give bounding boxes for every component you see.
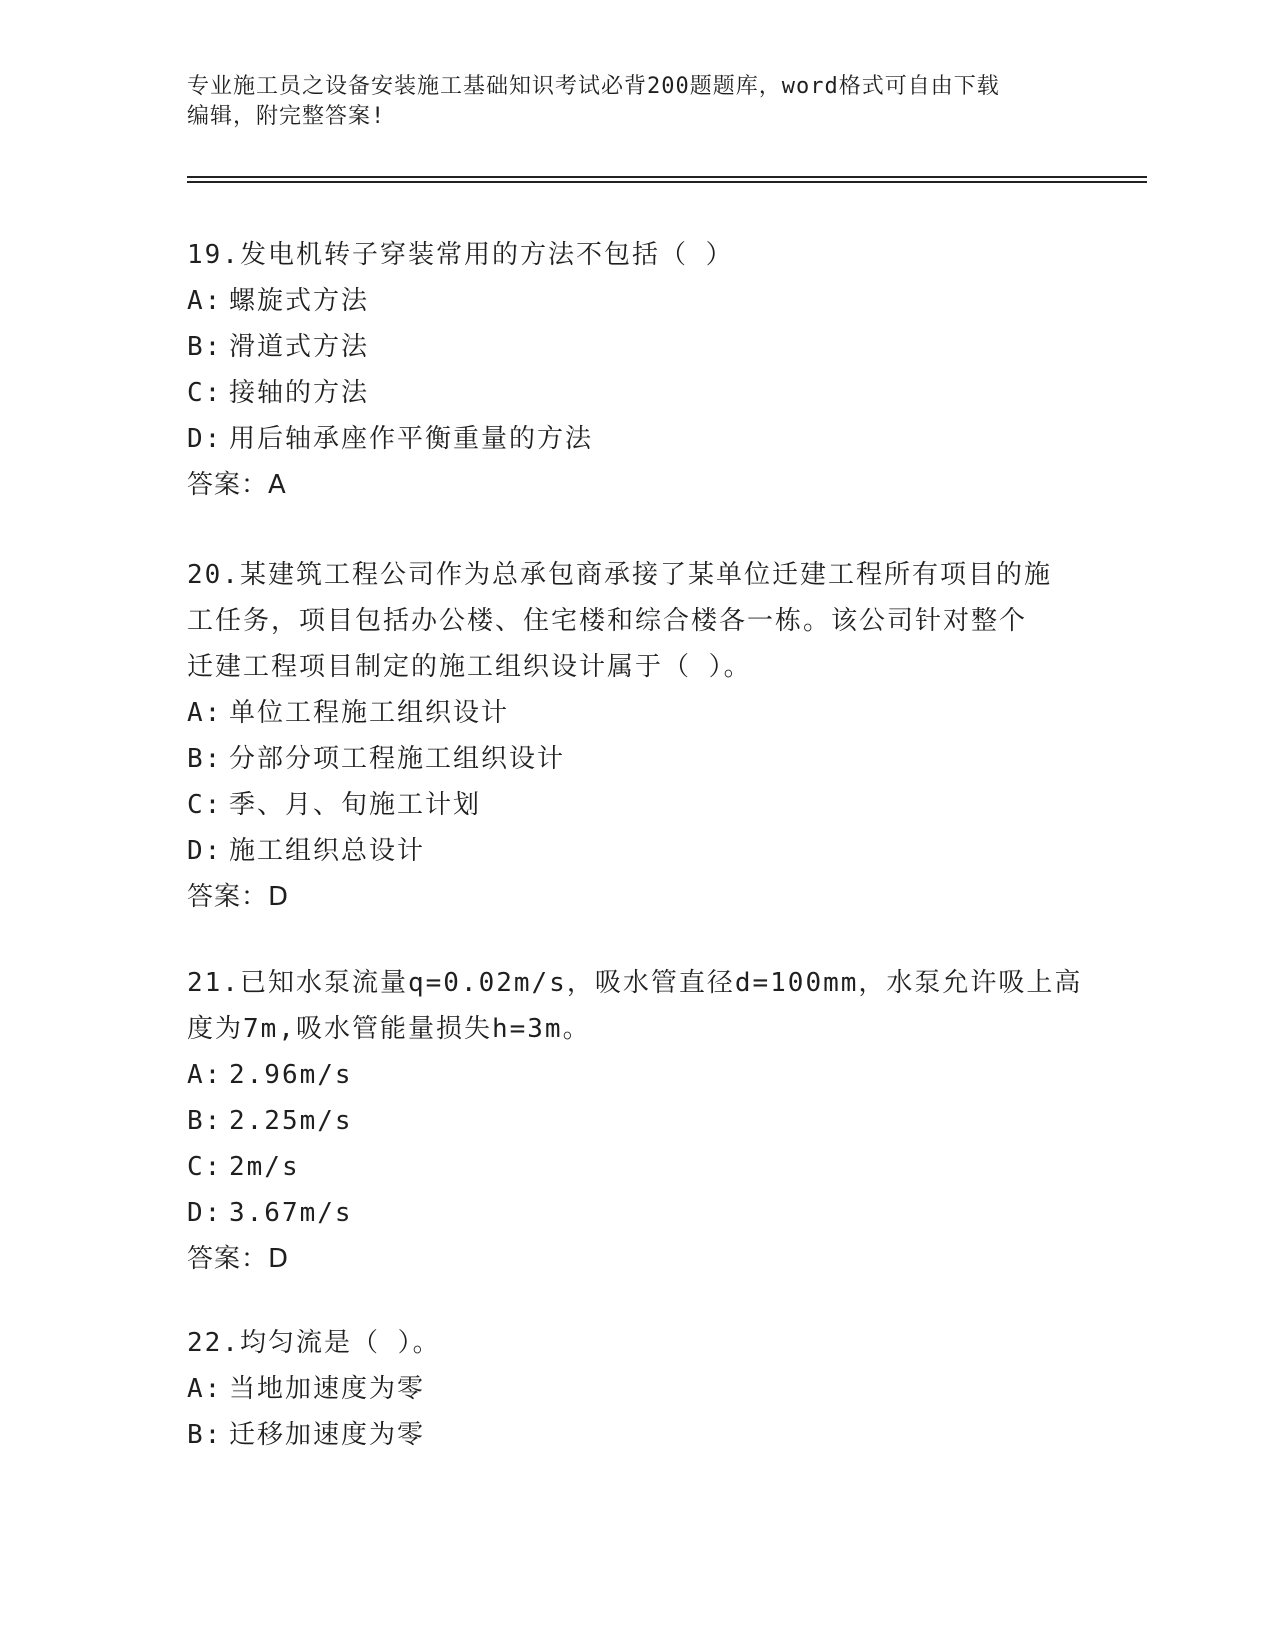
question-21 — [187, 960, 1087, 1282]
answer-line: 答案：A — [187, 470, 287, 500]
option-b — [187, 324, 1087, 370]
option-a — [187, 690, 1087, 736]
option-key: B: — [187, 332, 223, 362]
option-key: A: — [187, 1374, 223, 1404]
answer-line: 答案：D — [187, 882, 290, 912]
option-text: 季、月、旬施工计划 — [229, 790, 482, 820]
option-text: 分部分项工程施工组织设计 — [229, 744, 566, 774]
option-key: D: — [187, 1198, 223, 1228]
question-text-line-1: 21.已知水泵流量q=0.02m/s，吸水管直径d=100mm，水泵允许吸上高 — [187, 968, 1083, 998]
header-line-2: 编辑，附完整答案! — [187, 104, 386, 129]
question-text-line-2: 度为7m,吸水管能量损失h=3m。 — [187, 1014, 591, 1044]
option-text: 用后轴承座作平衡重量的方法 — [229, 424, 594, 454]
option-text: 滑道式方法 — [229, 332, 370, 362]
option-text: 2.96m/s — [229, 1060, 353, 1090]
option-key: B: — [187, 1420, 223, 1450]
option-b — [187, 1412, 1087, 1458]
option-key: A: — [187, 698, 223, 728]
question-text: 22.均匀流是（ ）。 — [187, 1328, 441, 1358]
question-text-line-1: 20.某建筑工程公司作为总承包商承接了某单位迁建工程所有项目的施 — [187, 560, 1052, 590]
option-key: D: — [187, 836, 223, 866]
option-text: 当地加速度为零 — [229, 1374, 426, 1404]
document-header — [187, 72, 1077, 132]
header-line-1: 专业施工员之设备安装施工基础知识考试必背200题题库，word格式可自由下载 — [187, 74, 1000, 99]
answer-line: 答案：D — [187, 1244, 290, 1274]
option-key: C: — [187, 790, 223, 820]
option-key: C: — [187, 1152, 223, 1182]
option-key: C: — [187, 378, 223, 408]
option-c — [187, 782, 1087, 828]
option-key: D: — [187, 424, 223, 454]
option-key: A: — [187, 286, 223, 316]
question-19 — [187, 232, 1087, 508]
option-text: 施工组织总设计 — [229, 836, 426, 866]
header-divider-bottom — [187, 181, 1147, 183]
option-key: B: — [187, 744, 223, 774]
option-key: B: — [187, 1106, 223, 1136]
option-key: A: — [187, 1060, 223, 1090]
option-text: 2.25m/s — [229, 1106, 353, 1136]
option-b — [187, 736, 1087, 782]
option-d — [187, 1190, 1087, 1236]
option-c — [187, 370, 1087, 416]
option-a — [187, 1052, 1087, 1098]
option-a — [187, 278, 1087, 324]
option-text: 2m/s — [229, 1152, 300, 1182]
option-text: 螺旋式方法 — [229, 286, 370, 316]
option-d — [187, 416, 1087, 462]
question-22 — [187, 1320, 1087, 1458]
question-text: 19.发电机转子穿装常用的方法不包括（ ） — [187, 240, 734, 270]
option-c — [187, 1144, 1087, 1190]
header-divider-top — [187, 176, 1147, 178]
option-d — [187, 828, 1087, 874]
option-a — [187, 1366, 1087, 1412]
option-text: 接轴的方法 — [229, 378, 370, 408]
question-text-line-2: 工任务，项目包括办公楼、住宅楼和综合楼各一栋。该公司针对整个 — [187, 606, 1028, 636]
option-text: 单位工程施工组织设计 — [229, 698, 510, 728]
question-text-line-3: 迁建工程项目制定的施工组织设计属于（ ）。 — [187, 652, 752, 682]
option-text: 迁移加速度为零 — [229, 1420, 426, 1450]
option-text: 3.67m/s — [229, 1198, 353, 1228]
option-b — [187, 1098, 1087, 1144]
question-20 — [187, 552, 1087, 920]
